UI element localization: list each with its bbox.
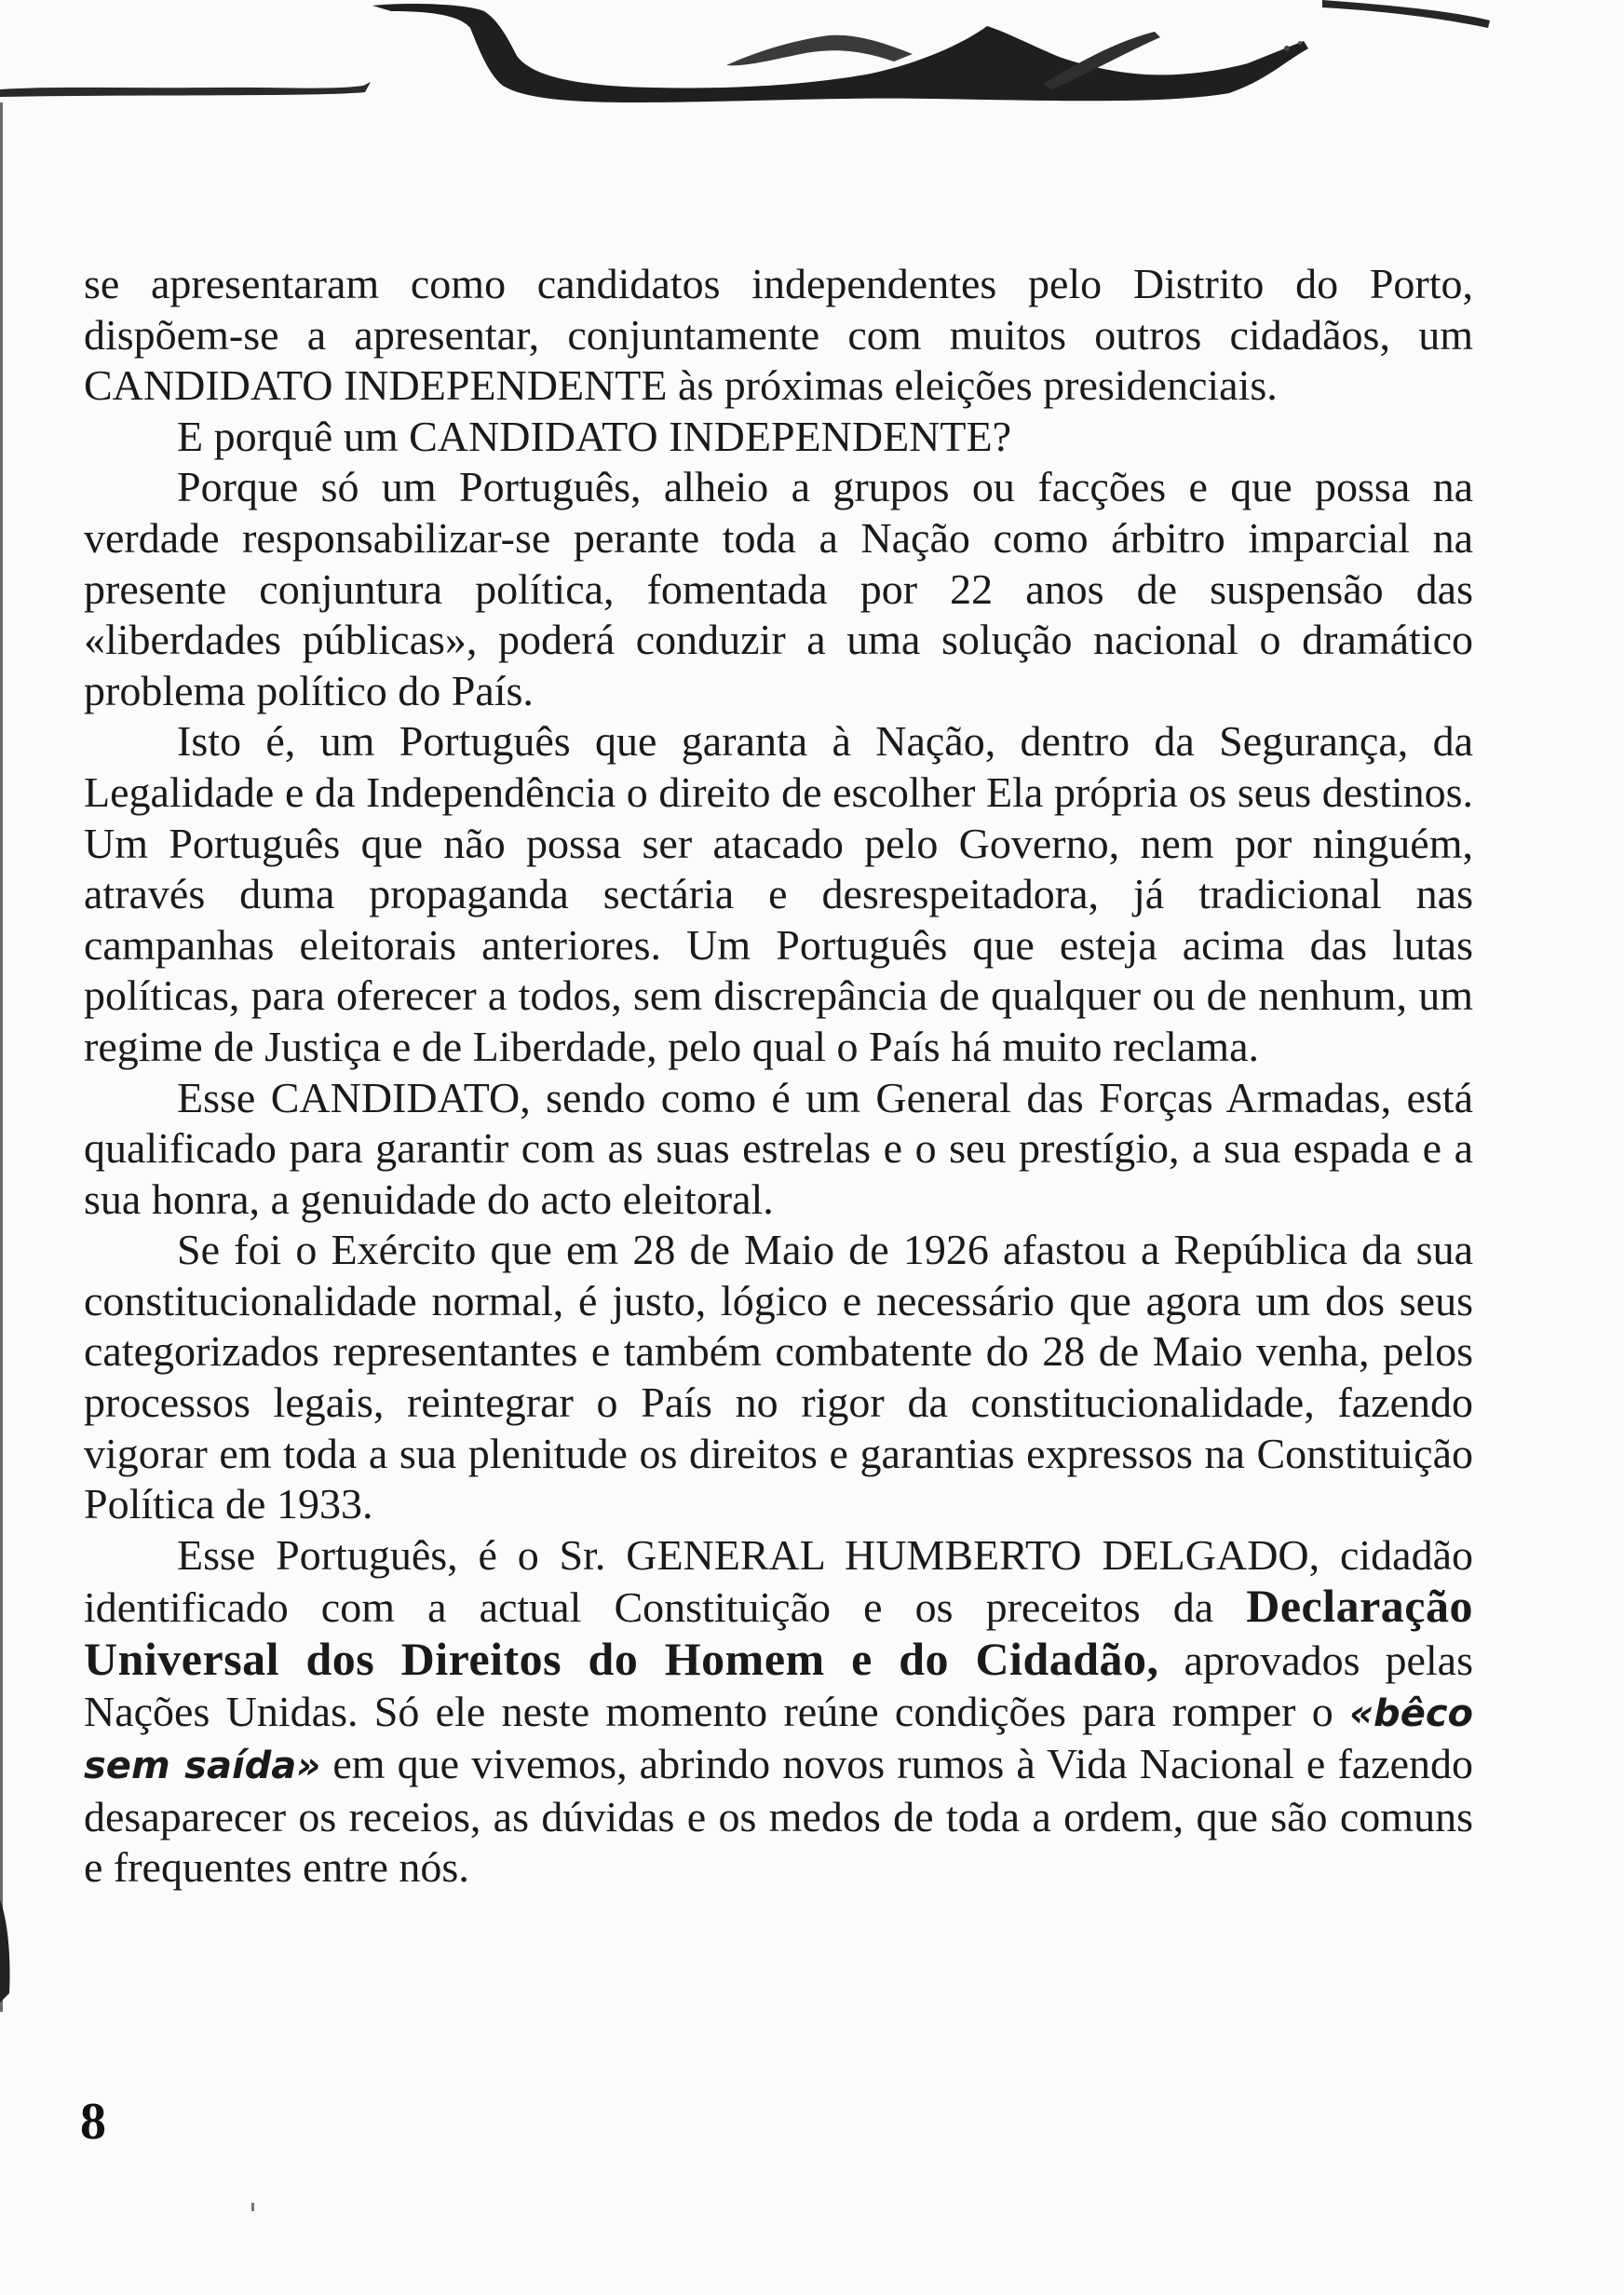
beco-sem-saida-emphasis: «bêco sem saída» bbox=[84, 1691, 1474, 1788]
paragraph-2: E porquê um CANDIDATO INDEPENDENTE? bbox=[177, 412, 1012, 460]
paragraph-7-text-b: aprovados pelas Nações Unidas. Só ele neste momento reúne condições para romper o bbox=[84, 1636, 1473, 1735]
paragraph-6: Se foi o Exército que em 28 de Maio de 1926 afastou a República da sua constitucionalidade normal, é justo, lógico e necessário que agora um dos seus categorizados representantes e também combatente do 28 de Maio venha, pelos processos legais, reintegrar o País no rigor da constitucionalidade, fazendo vigorar em toda a sua plenitude os direitos e garantias expressos na Constituição Política de 1933. bbox=[84, 1226, 1473, 1528]
page-number: 8 bbox=[80, 2093, 106, 2151]
paragraph-7 bbox=[84, 1530, 1473, 1894]
print-speck bbox=[251, 2203, 254, 2211]
paragraph-5: Esse CANDIDATO, sendo como é um General das Forças Armadas, está qualificado para garantir com as suas estrelas e o seu prestígio, a sua espada e a sua honra, a genuidade do acto eleitoral. bbox=[84, 1073, 1473, 1223]
paragraph-7-text-a: Esse Português, é o Sr. GENERAL HUMBERTO DELGADO, cidadão identificado com a actual Constituição e os preceitos da bbox=[84, 1530, 1473, 1632]
paragraph-4: Isto é, um Português que garanta à Nação, dentro da Segurança, da Legalidade e da Independência o direito de escolher Ela própria os seus destinos. Um Português que não possa ser atacado pelo Governo, nem por ninguém, através duma propaganda sectária e desrespeitadora, já tradicional nas campanhas eleitorais anteriores. Um Português que esteja acima das lutas políticas, para oferecer a todos, sem discrepância de qualquer ou de nenhum, um regime de Justiça e de Liberdade, pelo qual o País há muito reclama. bbox=[84, 717, 1473, 1070]
torn-top-edge-graphic bbox=[0, 0, 1624, 140]
left-page-edge-graphic bbox=[0, 102, 13, 2012]
paragraph-3: Porque só um Português, alheio a grupos ou facções e que possa na verdade responsabilizar-se perante toda a Nação como árbitro imparcial na presente conjuntura política, fomentada por 22 anos de suspensão das «liberdades públicas», poderá conduzir a uma solução nacional o dramático problema político do País. bbox=[84, 463, 1473, 714]
body-text bbox=[84, 259, 1473, 1894]
paragraph-1: se apresentaram como candidatos independentes pelo Distrito do Porto, dispõem-se a apresentar, conjuntamente com muitos outros cidadãos, um CANDIDATO INDEPENDENTE às próximas eleições presidenciais. bbox=[84, 260, 1473, 410]
paragraph-7-text-c: em que vivemos, abrindo novos rumos à Vida Nacional e fazendo desaparecer os receios, as dúvidas e os medos de toda a ordem, que são comuns e frequentes entre nós. bbox=[84, 1740, 1474, 1892]
declaration-title: Declaração Universal dos Direitos do Homem e do Cidadão, bbox=[84, 1580, 1474, 1686]
